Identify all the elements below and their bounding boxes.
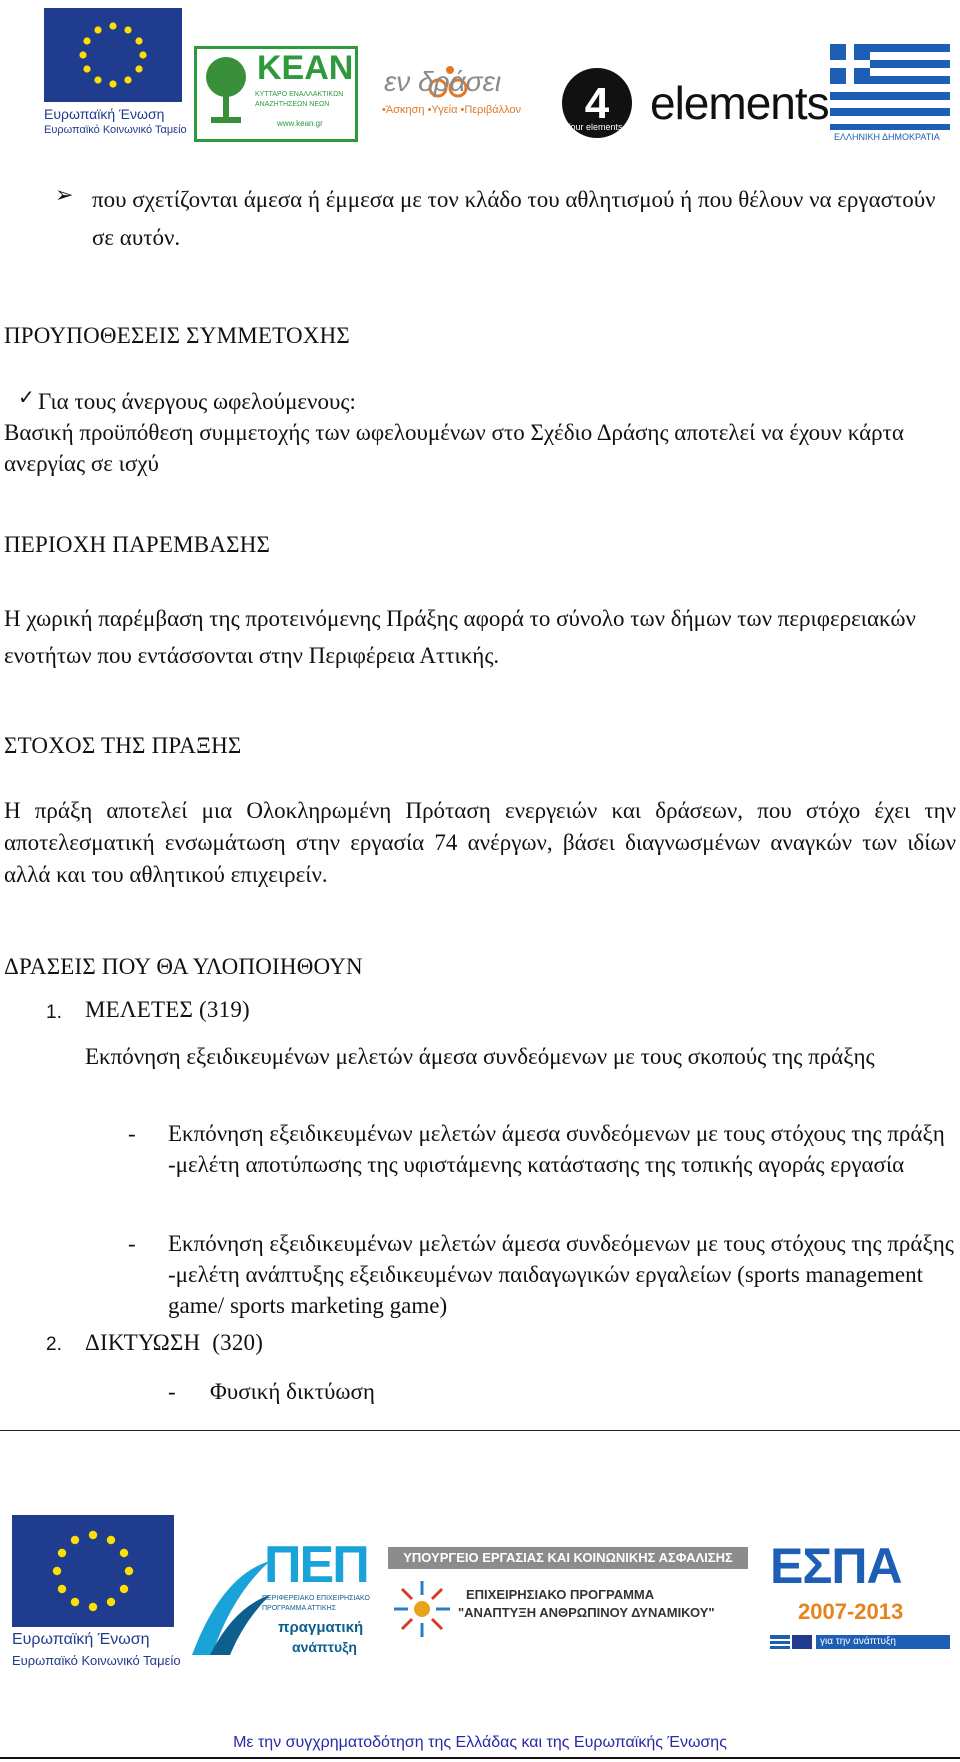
actions-heading: ΔΡΑΣΕΙΣ ΠΟΥ ΘΑ ΥΛΟΠΟΙΗΘΟΥΝ: [4, 954, 363, 979]
funding-note: Με την συγχρηματοδότηση της Ελλάδας και της Ευρωπαϊκής Ένωσης: [233, 1734, 727, 1751]
action-2-subitem-1: Φυσική δικτύωση: [210, 1379, 375, 1404]
svg-text:4: 4: [584, 79, 610, 128]
tree-icon: [201, 53, 251, 133]
ministry-logo: [388, 1547, 748, 1647]
bullet-arrow-icon: ➢: [55, 183, 74, 208]
funding-rule: [0, 1757, 960, 1759]
eu-logo-line2: Ευρωπαϊκό Κοινωνικό Ταμείο: [44, 124, 187, 136]
unemployed-label: Για τους άνεργους ωφελούμενους:: [38, 389, 356, 414]
pep-title: ΠΕΠ: [264, 1536, 368, 1594]
dash-marker: -: [128, 1121, 136, 1146]
kean-title: ΚΕΑΝ: [257, 49, 354, 87]
action-1-subitem-2: Εκπόνηση εξειδικευμένων μελετών άμεσα συνδεόμενων με τους στόχους της πράξης -μελέτη ανάπτυξης εξειδικευμένων παιδαγωγικών εργαλείων (sports management game/ sports marketing game): [168, 1231, 954, 1318]
dash-marker: -: [128, 1231, 136, 1256]
footer-eu-line2: Ευρωπαϊκό Κοινωνικό Ταμείο: [12, 1653, 181, 1668]
ministry-line1: ΕΠΙΧΕΙΡΗΣΙΑΚΟ ΠΡΟΓΡΑΜΜΑ: [466, 1587, 655, 1602]
checkmark-icon: ✓: [18, 385, 35, 409]
espa-years: 2007-2013: [798, 1599, 904, 1624]
eu-flag-icon: [12, 1515, 174, 1627]
footer-divider: [0, 1430, 960, 1431]
pep-swoosh-icon: [182, 1555, 272, 1665]
ministry-line2: "ΑΝΑΠΤΥΞΗ ΑΝΘΡΩΠΙΝΟΥ ΔΥΝΑΜΙΚΟΥ": [458, 1605, 715, 1620]
four-elements-logo: [560, 66, 830, 146]
endrasei-logo: [380, 58, 540, 128]
pep-sub4: ανάπτυξη: [292, 1639, 357, 1655]
kean-logo: [194, 46, 358, 142]
ministry-banner: ΥΠΟΥΡΓΕΙΟ ΕΡΓΑΣΙΑΣ ΚΑΙ ΚΟΙΝΩΝΙΚΗΣ ΑΣΦΑΛΙΣΗΣ: [388, 1547, 748, 1569]
bullet-text: που σχετίζονται άμεσα ή έμμεσα με τον κλάδο του αθλητισμού ή που θέλουν να εργαστούν σε αυτόν.: [92, 187, 936, 250]
eu-logo: [44, 8, 187, 140]
goal-heading: ΣΤΟΧΟΣ ΤΗΣ ΠΡΑΞΗΣ: [4, 733, 242, 758]
area-heading: ΠΕΡΙΟΧΗ ΠΑΡΕΜΒΑΣΗΣ: [4, 532, 271, 557]
pep-sub3: πραγματική: [278, 1619, 364, 1636]
espa-logo: [770, 1538, 950, 1661]
sun-rays-icon: [392, 1579, 452, 1639]
dash-marker: -: [168, 1379, 176, 1404]
participation-heading: ΠΡΟΥΠΟΘΕΣΕΙΣ ΣΥΜΜΕΤΟΧΗΣ: [4, 323, 350, 348]
eu-flag-icon: [44, 8, 182, 102]
hellenic-republic-logo: [830, 44, 954, 144]
footer-eu-logo: [12, 1515, 181, 1675]
greek-flag-icon: [830, 44, 950, 116]
eu-logo-line1: Ευρωπαϊκή Ένωση: [44, 106, 165, 122]
endrasei-title: εν δράσει: [384, 66, 502, 97]
kean-sub2: ΑΝΑΖΗΤΗΣΕΩΝ ΝΕΩΝ: [255, 101, 330, 108]
endrasei-tagline: •Άσκηση •Υγεία •Περιβάλλον: [382, 104, 522, 116]
goal-text: Η πράξη αποτελεί μια Ολοκληρωμένη Πρόταση ενεργειών και δράσεων, που στόχο έχει την αποτελεσματική ενσωμάτωση στην εργασία 74 ανέργων, βάσει διαγνωσμένων αναγκών των ιδίων αλλά και του αθλητικού επιχειρείν.: [4, 798, 956, 887]
footer-logos: [0, 1505, 960, 1675]
header-logos: [0, 0, 960, 150]
action-1-subitem-1: Εκπόνηση εξειδικευμένων μελετών άμεσα συνδεόμενων με τους στόχους της πράξη -μελέτη αποτύπωσης της υφιστάμενης κατάστασης της τοπικής αγοράς εργασία: [168, 1121, 945, 1177]
kean-url: www.kean.gr: [277, 119, 323, 128]
four-elements-big: elements: [650, 77, 829, 129]
action-1-number: 1.: [46, 1002, 62, 1023]
hellenic-republic-caption: ΕΛΛΗΝΙΚΗ ΔΗΜΟΚΡΑΤΙΑ: [834, 132, 940, 142]
pep-sub1: ΠΕΡΙΦΕΡΕΙΑΚΟ ΕΠΙΧΕΙΡΗΣΙΑΚΟ: [262, 1595, 370, 1602]
action-1-description: Εκπόνηση εξειδικευμένων μελετών άμεσα συνδεόμενων με τους σκοπούς της πράξης: [85, 1044, 875, 1069]
action-2-title: ΔΙΚΤΥΩΣΗ (320): [85, 1330, 264, 1355]
kean-sub1: ΚΥΤΤΑΡΟ ΕΝΑΛΛΑΚΤΙΚΩΝ: [255, 91, 344, 98]
action-1-title: ΜΕΛΕΤΕΣ (319): [85, 997, 250, 1022]
espa-tagline: για την ανάπτυξη: [816, 1635, 950, 1649]
action-2-number: 2.: [46, 1334, 62, 1355]
footer-eu-line1: Ευρωπαϊκή Ένωση: [12, 1631, 150, 1648]
greek-flag-underline: [830, 124, 950, 130]
four-elements-small: four elements: [568, 122, 623, 132]
pep-logo: [182, 1535, 370, 1675]
participation-text: Βασική προϋπόθεση συμμετοχής των ωφελουμένων στο Σχέδιο Δράσης αποτελεί να έχουν κάρτα ανεργίας σε ισχύ: [4, 420, 904, 476]
pep-sub2: ΠΡΟΓΡΑΜΜΑ ΑΤΤΙΚΗΣ: [262, 1605, 337, 1612]
small-flags-icon: [770, 1635, 812, 1649]
espa-title: ΕΣΠΑ: [770, 1538, 902, 1594]
area-text: Η χωρική παρέμβαση της προτεινόμενης Πράξης αφορά το σύνολο των δήμων των περιφερειακών ενοτήτων που εντάσσονται στην Περιφέρεια Αττικής.: [4, 606, 916, 668]
